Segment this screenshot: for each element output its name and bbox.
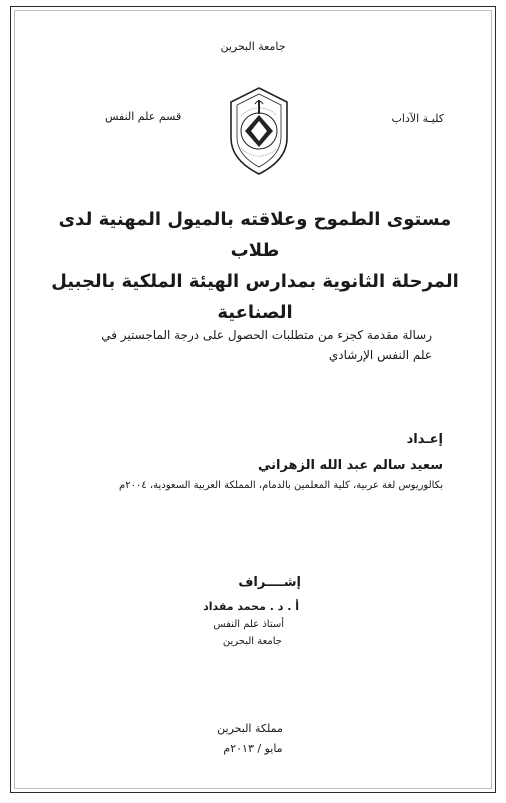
supervision-heading: إشــــراف	[238, 575, 301, 590]
country-label: مملكة البحرين	[217, 722, 283, 735]
author-qualification: بكالوريوس لغة عربية، كلية المعلمين بالدمام، المملكة العربية السعودية، ٢٠٠٤م	[119, 480, 443, 491]
department-label: قسم علم النفس	[105, 110, 182, 123]
title-line: الصناعية	[217, 302, 293, 323]
thesis-title	[50, 204, 460, 328]
note-line: علم النفس الإرشادي	[328, 348, 432, 362]
author-name: سعيد سالم عبد الله الزهراني	[257, 458, 443, 473]
note-line: رسالة مقدمة كجزء من متطلبات الحصول على درجة الماجستير في	[101, 328, 432, 342]
title-line: المرحلة الثانوية بمدارس الهيئة الملكية بالجبيل	[51, 271, 459, 292]
university-seal-logo	[223, 86, 295, 176]
supervisor-title: أستاذ علم النفس	[213, 619, 284, 630]
supervisor-name: أ . د . محمد مقداد	[203, 600, 299, 613]
prepared-by-heading: إعـداد	[406, 432, 443, 447]
college-label: كليـة الآداب	[391, 112, 444, 125]
supervisor-university: جامعة البحرين	[222, 636, 282, 647]
title-line: مستوى الطموح وعلاقته بالميول المهنية لدى طلاب	[58, 209, 452, 261]
submission-date: مايو / ٢٠١٣م	[223, 742, 283, 755]
thesis-submission-note	[72, 325, 432, 365]
university-name-top: جامعة البحرين	[220, 40, 286, 53]
